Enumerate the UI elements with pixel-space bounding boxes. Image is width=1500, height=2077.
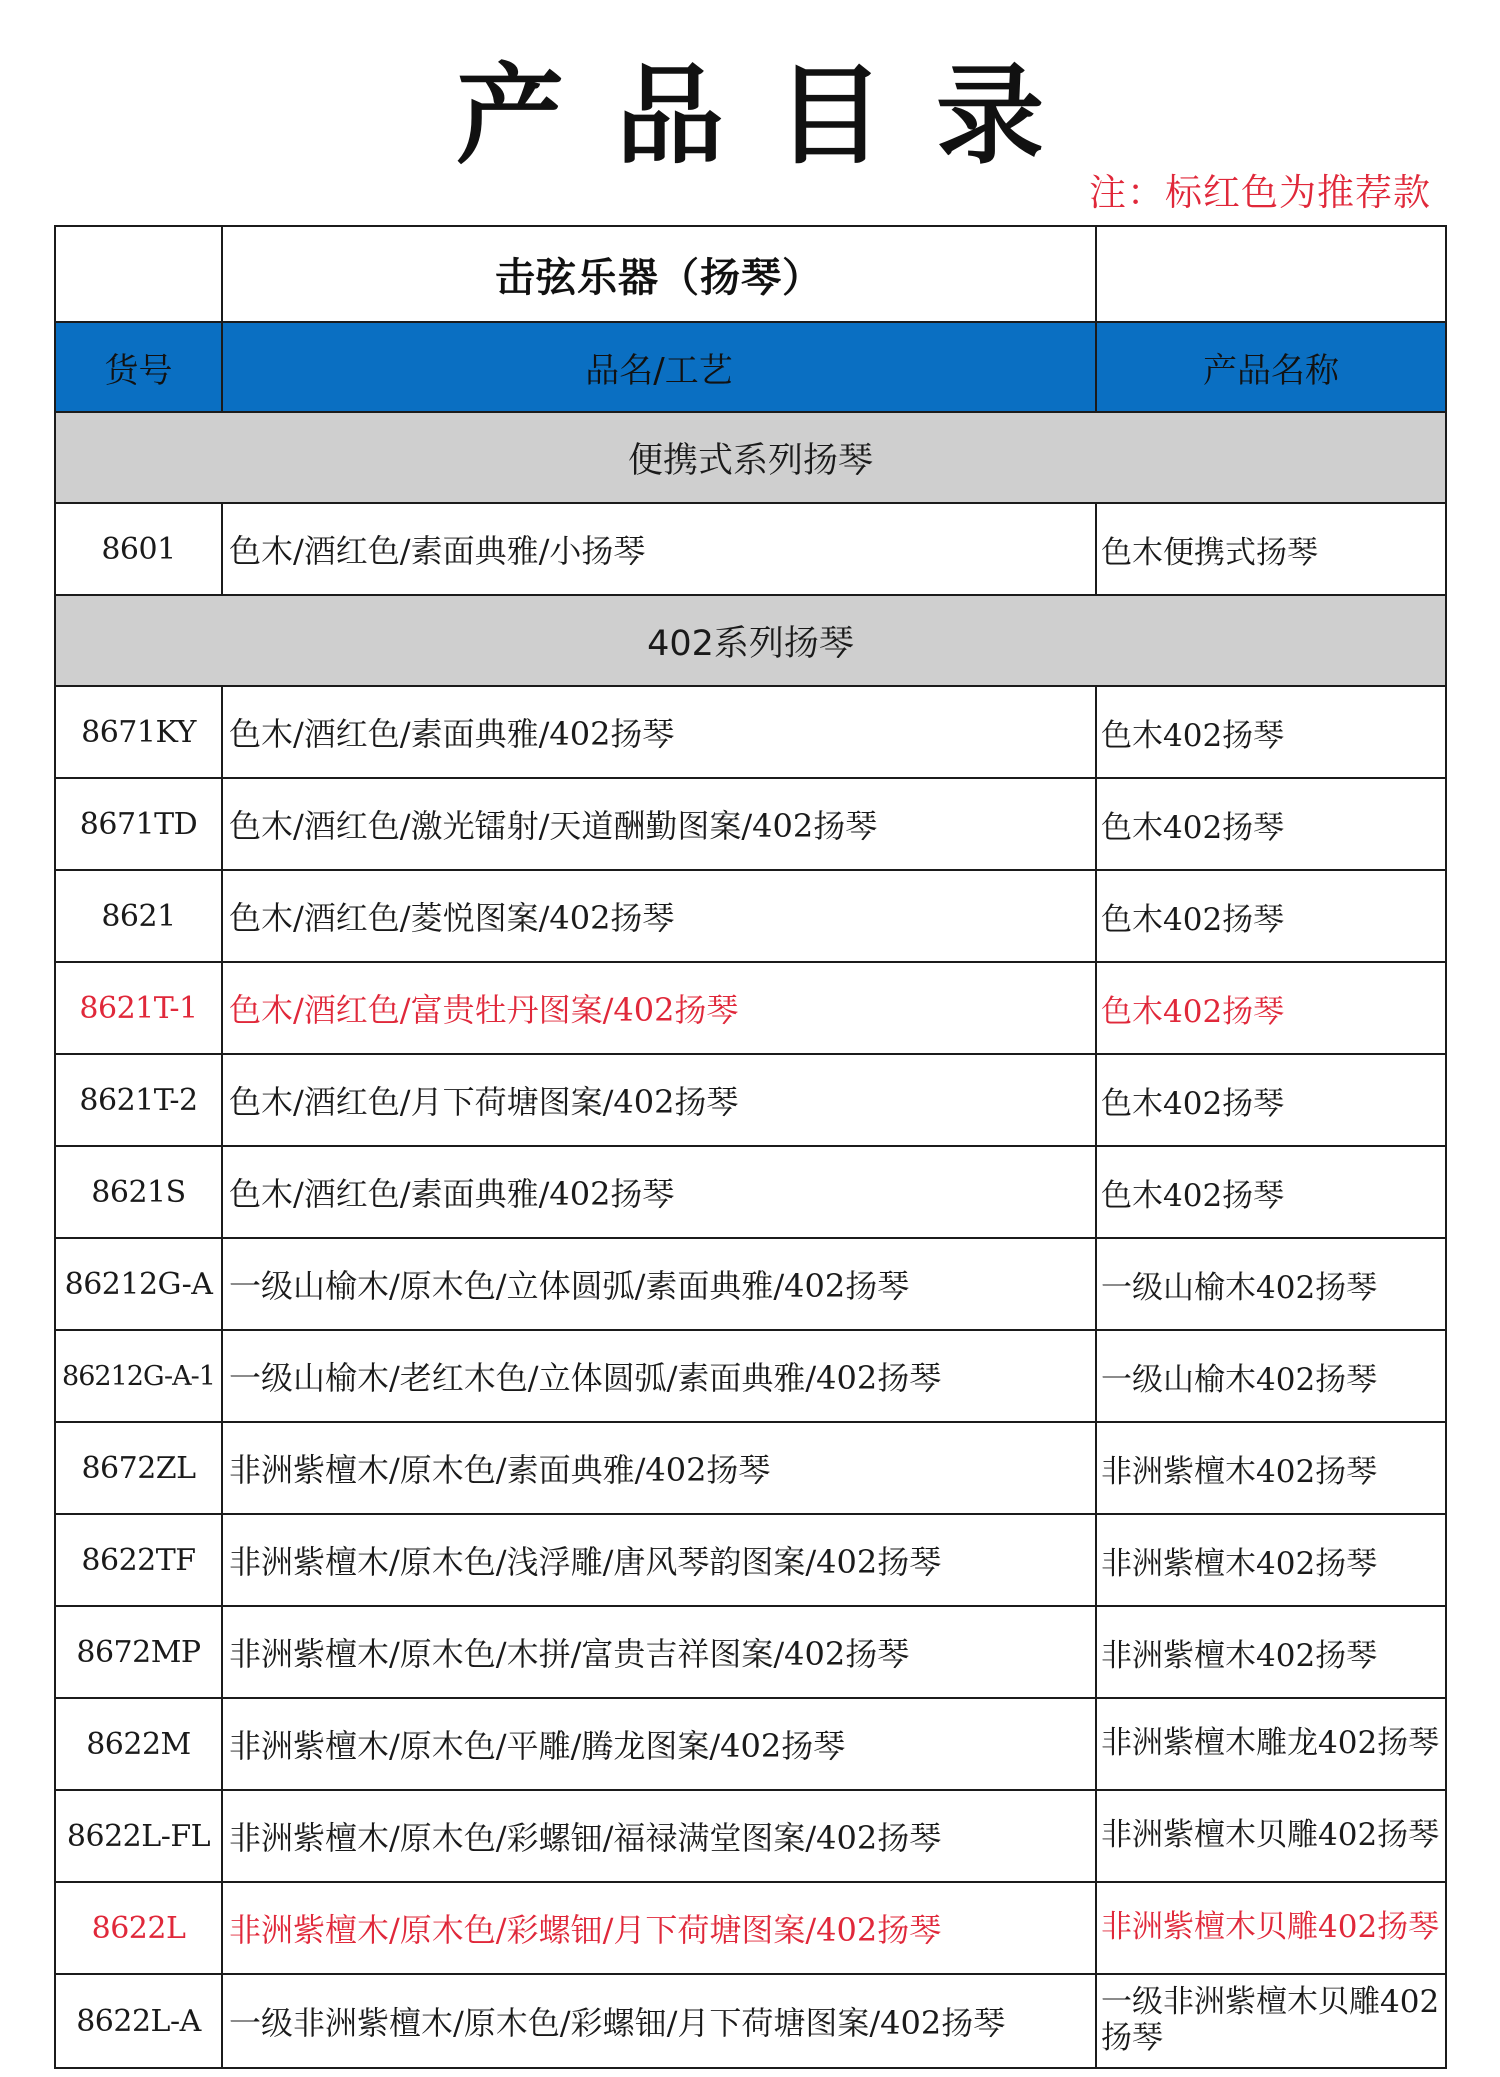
product-name-cell: 色木402扬琴 xyxy=(1096,1054,1446,1146)
product-name-cell: 色木402扬琴 xyxy=(1096,1146,1446,1238)
table-row xyxy=(55,503,1446,595)
product-code-cell: 8622L-A xyxy=(55,1974,222,2068)
column-header-product-name: 产品名称 xyxy=(1096,322,1446,412)
table-row xyxy=(55,1238,1446,1330)
product-code-cell: 8621 xyxy=(55,870,222,962)
table-row xyxy=(55,1146,1446,1238)
section-title: 便携式系列扬琴 xyxy=(55,412,1446,503)
category-title: 击弦乐器（扬琴） xyxy=(222,226,1096,322)
product-description-cell: 色木/酒红色/素面典雅/402扬琴 xyxy=(222,1146,1096,1238)
product-name-cell: 非洲紫檀木402扬琴 xyxy=(1096,1606,1446,1698)
product-description-cell: 非洲紫檀木/原木色/平雕/腾龙图案/402扬琴 xyxy=(222,1698,1096,1790)
column-header-description: 品名/工艺 xyxy=(222,322,1096,412)
product-name-cell: 色木402扬琴 xyxy=(1096,778,1446,870)
product-code-cell: 8621T-2 xyxy=(55,1054,222,1146)
category-blank-cell xyxy=(1096,226,1446,322)
product-code-cell: 8622L-FL xyxy=(55,1790,222,1882)
page-title: 产品目录 xyxy=(455,53,1096,179)
product-name-cell: 色木402扬琴 xyxy=(1096,870,1446,962)
product-description-cell: 色木/酒红色/素面典雅/402扬琴 xyxy=(222,686,1096,778)
product-description-cell: 色木/酒红色/素面典雅/小扬琴 xyxy=(222,503,1096,595)
product-description-cell: 非洲紫檀木/原木色/浅浮雕/唐风琴韵图案/402扬琴 xyxy=(222,1514,1096,1606)
product-name-cell: 色木402扬琴 xyxy=(1096,686,1446,778)
product-name-cell: 非洲紫檀木贝雕402扬琴 xyxy=(1096,1882,1446,1974)
product-description-cell: 非洲紫檀木/原木色/彩螺钿/月下荷塘图案/402扬琴 xyxy=(222,1882,1096,1974)
product-name-cell: 非洲紫檀木贝雕402扬琴 xyxy=(1096,1790,1446,1882)
product-code-cell: 8671TD xyxy=(55,778,222,870)
product-description-cell: 色木/酒红色/月下荷塘图案/402扬琴 xyxy=(222,1054,1096,1146)
table-row xyxy=(55,962,1446,1054)
product-code-cell: 8672ZL xyxy=(55,1422,222,1514)
product-description-cell: 非洲紫檀木/原木色/素面典雅/402扬琴 xyxy=(222,1422,1096,1514)
product-code-cell: 8621S xyxy=(55,1146,222,1238)
product-catalog-table xyxy=(54,225,1447,2069)
catalog-body xyxy=(55,226,1446,2068)
product-code-cell: 8671KY xyxy=(55,686,222,778)
product-code-cell: 8622L xyxy=(55,1882,222,1974)
column-header-code: 货号 xyxy=(55,322,222,412)
product-description-cell: 一级非洲紫檀木/原木色/彩螺钿/月下荷塘图案/402扬琴 xyxy=(222,1974,1096,2068)
product-name-cell: 非洲紫檀木402扬琴 xyxy=(1096,1514,1446,1606)
product-code-cell: 8621T-1 xyxy=(55,962,222,1054)
product-code-cell: 86212G-A xyxy=(55,1238,222,1330)
category-row xyxy=(55,226,1446,322)
product-description-cell: 非洲紫檀木/原木色/木拼/富贵吉祥图案/402扬琴 xyxy=(222,1606,1096,1698)
product-description-cell: 色木/酒红色/激光镭射/天道酬勤图案/402扬琴 xyxy=(222,778,1096,870)
recommendation-note: 注：标红色为推荐款 xyxy=(1089,171,1431,214)
table-row xyxy=(55,778,1446,870)
product-description-cell: 色木/酒红色/菱悦图案/402扬琴 xyxy=(222,870,1096,962)
section-row xyxy=(55,412,1446,503)
product-name-cell: 一级非洲紫檀木贝雕402扬琴 xyxy=(1096,1974,1446,2068)
product-name-cell: 一级山榆木402扬琴 xyxy=(1096,1330,1446,1422)
product-name-cell: 色木便携式扬琴 xyxy=(1096,503,1446,595)
column-header-row xyxy=(55,322,1446,412)
product-name-cell: 非洲紫檀木402扬琴 xyxy=(1096,1422,1446,1514)
table-row xyxy=(55,870,1446,962)
table-row xyxy=(55,1882,1446,1974)
product-code-cell: 86212G-A-1 xyxy=(55,1330,222,1422)
table-row xyxy=(55,686,1446,778)
category-blank-cell xyxy=(55,226,222,322)
product-code-cell: 8622M xyxy=(55,1698,222,1790)
section-row xyxy=(55,595,1446,686)
product-code-cell: 8672MP xyxy=(55,1606,222,1698)
table-row xyxy=(55,1054,1446,1146)
table-row xyxy=(55,1514,1446,1606)
table-row xyxy=(55,1330,1446,1422)
product-description-cell: 非洲紫檀木/原木色/彩螺钿/福禄满堂图案/402扬琴 xyxy=(222,1790,1096,1882)
table-row xyxy=(55,1698,1446,1790)
product-description-cell: 一级山榆木/老红木色/立体圆弧/素面典雅/402扬琴 xyxy=(222,1330,1096,1422)
table-row xyxy=(55,1422,1446,1514)
product-code-cell: 8622TF xyxy=(55,1514,222,1606)
table-row xyxy=(55,1790,1446,1882)
table-row xyxy=(55,1974,1446,2068)
product-code-cell: 8601 xyxy=(55,503,222,595)
product-name-cell: 一级山榆木402扬琴 xyxy=(1096,1238,1446,1330)
table-row xyxy=(55,1606,1446,1698)
section-title: 402系列扬琴 xyxy=(55,595,1446,686)
product-name-cell: 非洲紫檀木雕龙402扬琴 xyxy=(1096,1698,1446,1790)
product-description-cell: 色木/酒红色/富贵牡丹图案/402扬琴 xyxy=(222,962,1096,1054)
product-name-cell: 色木402扬琴 xyxy=(1096,962,1446,1054)
product-description-cell: 一级山榆木/原木色/立体圆弧/素面典雅/402扬琴 xyxy=(222,1238,1096,1330)
